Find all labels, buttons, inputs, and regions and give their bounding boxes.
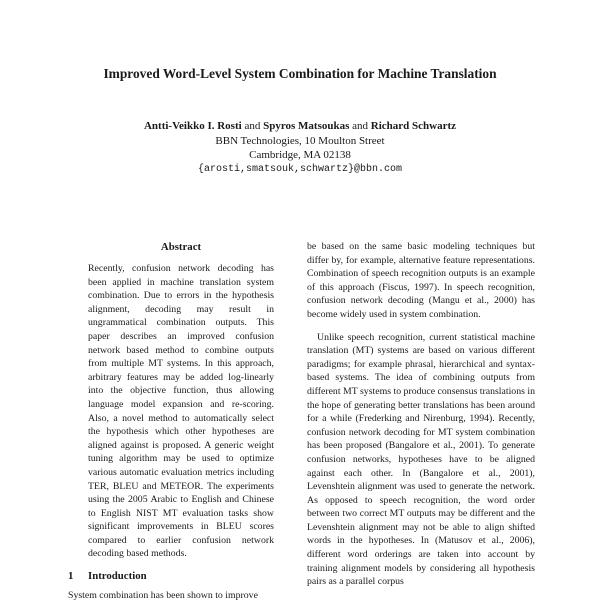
affiliation: BBN Technologies, 10 Moulton Street (215, 134, 385, 147)
body-paragraph-1: be based on the same basic modeling techniques but differ by, for example, alternative feature representations. Combination of speech recognition outputs is an example of this approach (Fiscus, 1997). In speech recognition, confusion network decoding (Mangu et al., 2000) has become widely used in system combination. (307, 241, 535, 320)
paper-title: Improved Word-Level System Combination for Machine Translation (103, 66, 497, 81)
author-conjunction: and (352, 120, 369, 132)
abstract-heading: Abstract (160, 241, 202, 253)
right-column (307, 240, 535, 589)
author-2: Spyros Matsoukas (263, 120, 350, 132)
section-heading-introduction (68, 569, 294, 583)
author-conjunction: and (244, 120, 261, 132)
author-3: Richard Schwartz (370, 120, 457, 132)
section-title: Introduction (88, 570, 147, 583)
email: {arosti,smatsouk,schwartz}@bbn.com (197, 163, 403, 175)
left-column (68, 240, 294, 603)
author-block (0, 119, 600, 177)
section-number: 1 (68, 570, 74, 583)
abstract-text: Recently, confusion network decoding has been applied in machine translation system combination. Due to errors in the hypothesis alignment, decoding may result in ungrammatical combination outputs. This paper describes an improved confusion network based method to combine outputs from multiple MT systems. In this approach, arbitrary features may be added log-linearly into the objective function, thus allowing language model expansion and re-scoring. Also, a novel method to automatically select the hypothesis which other hypotheses are aligned against is proposed. A generic weight tuning algorithm may be used to optimize various automatic evaluation metrics including TER, BLEU and METEOR. The experiments using the 2005 Arabic to English and Chinese to English NIST MT evaluation tasks show significant improvements in BLEU scores compared to earlier confusion network decoding based methods. (88, 263, 274, 560)
body-paragraph-2: Unlike speech recognition, current statistical machine translation (MT) systems are based on various different paradigms; for example phrasal, hierarchical and syntax-based systems. The idea of combining outputs from different MT systems to produce consensus translations in the hope of generating better translations has been around for a while (Frederking and Nirenburg, 1994). Recently, confusion network decoding for MT system combination has been proposed (Bangalore et al., 2001). To generate confusion networks, hypotheses have to be aligned against each other. In (Bangalore et al., 2001), Levenshtein alignment was used to generate the network. As opposed to speech recognition, the word order between two correct MT outputs may be different and the Levenshtein alignment may not be able to align shifted words in the hypotheses. In (Matusov et al., 2006), different word orderings are taken into account by training alignment models by considering all hypothesis pairs as a parallel corpus (307, 331, 535, 588)
author-names (0, 119, 600, 134)
author-1: Antti-Veikko I. Rosti (143, 120, 242, 132)
city: Cambridge, MA 02138 (249, 149, 351, 161)
intro-first-line: System combination has been shown to improve (68, 590, 258, 602)
